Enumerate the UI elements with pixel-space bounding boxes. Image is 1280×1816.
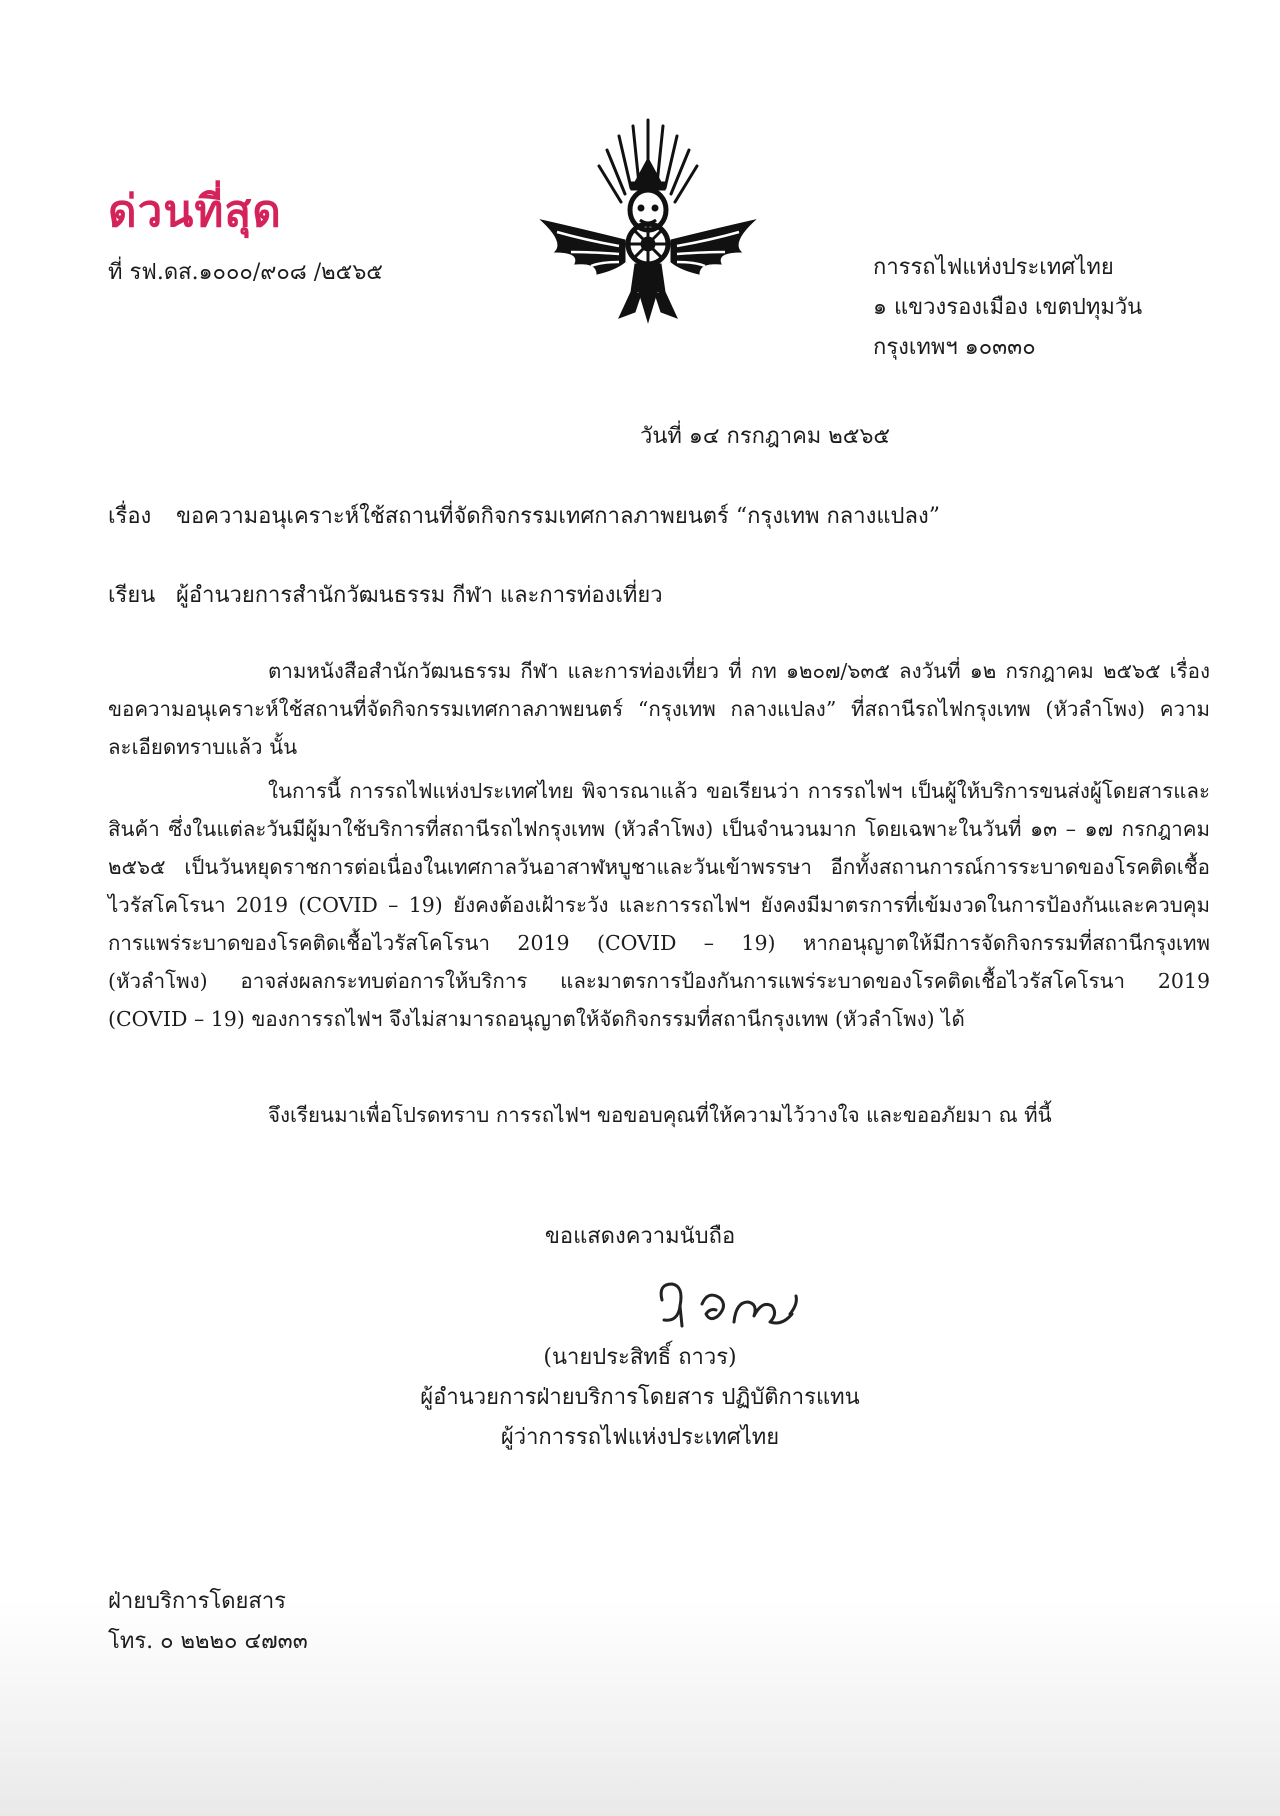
salutation-text: ผู้อำนวยการสำนักวัฒนธรรม กีฬา และการท่องเที่ยว bbox=[176, 583, 663, 608]
srt-garuda-emblem-icon bbox=[535, 112, 761, 324]
subject-text: ขอความอนุเคราะห์ใช้สถานที่จัดกิจกรรมเทศกาลภาพยนตร์ “กรุงเทพ กลางแปลง” bbox=[176, 504, 940, 529]
subject-line bbox=[108, 498, 940, 533]
signatory-name: (นายประสิทธิ์ ถาวร) bbox=[543, 1345, 737, 1370]
address-line: ๑ แขวงรองเมือง เขตปทุมวัน bbox=[873, 295, 1143, 320]
subject-label: เรื่อง bbox=[108, 504, 152, 529]
urgency-stamp: ด่วนที่สุด bbox=[108, 186, 282, 237]
sender-address bbox=[873, 248, 1142, 368]
address-line: กรุงเทพฯ ๑๐๓๓๐ bbox=[873, 335, 1036, 360]
letter-date: วันที่ ๑๔ กรกฎาคม ๒๕๖๕ bbox=[640, 424, 891, 449]
body-paragraph-1: ตามหนังสือสำนักวัฒนธรรม กีฬา และการท่องเที่ยว ที่ กท ๑๒๐๗/๖๓๕ ลงวันที่ ๑๒ กรกฎาคม ๒๕๖๕ เรื่อง ขอความอนุเคราะห์ใช้สถานที่จัดกิจกรรมเทศกาลภาพยนตร์ “กรุงเทพ กลางแปลง” ที่สถานีรถไฟกรุงเทพ (หัวลำโพง) ความละเอียดทราบแล้ว นั้น bbox=[108, 659, 1210, 759]
contact-footer bbox=[108, 1582, 308, 1662]
closing-phrase: ขอแสดงความนับถือ bbox=[544, 1224, 736, 1249]
body-paragraph-3: จึงเรียนมาเพื่อโปรดทราบ การรถไฟฯ ขอขอบคุณที่ให้ความไว้วางใจ และขออภัยมา ณ ที่นี้ bbox=[268, 1103, 1052, 1127]
reference-number: ที่ รฟ.ดส.๑๐๐๐/๙๐๘ /๒๕๖๕ bbox=[108, 260, 383, 285]
salutation-label: เรียน bbox=[108, 583, 156, 608]
signatory-position: ผู้อำนวยการฝ่ายบริการโดยสาร ปฏิบัติการแทน bbox=[420, 1385, 860, 1410]
signatory-position: ผู้ว่าการรถไฟแห่งประเทศไทย bbox=[500, 1425, 780, 1450]
department-name: ฝ่ายบริการโดยสาร bbox=[108, 1589, 286, 1614]
body-paragraph-2: ในการนี้ การรถไฟแห่งประเทศไทย พิจารณาแล้ว ขอเรียนว่า การรถไฟฯ เป็นผู้ให้บริการขนส่งผู้โดยสารและสินค้า ซึ่งในแต่ละวันมีผู้มาใช้บริการที่สถานีรถไฟกรุงเทพ (หัวลำโพง) เป็นจำนวนมาก โดยเฉพาะในวันที่ ๑๓ – ๑๗ กรกฎาคม ๒๕๖๕ เป็นวันหยุดราชการต่อเนื่องในเทศกาลวันอาสาฬหบูชาและวันเข้าพรรษา อีกทั้งสถานการณ์การระบาดของโรคติดเชื้อไวรัสโคโรนา 2019 (COVID – 19) ยังคงต้องเฝ้าระวัง และการรถไฟฯ ยังคงมีมาตรการที่เข้มงวดในการป้องกันและควบคุมการแพร่ระบาดของโรคติดเชื้อไวรัสโคโรนา 2019 (COVID – 19) หากอนุญาตให้มีการจัดกิจกรรมที่สถานีกรุงเทพ (หัวลำโพง) อาจส่งผลกระทบต่อการให้บริการ และมาตรการป้องกันการแพร่ระบาดของโรคติดเชื้อไวรัสโคโรนา 2019 (COVID – 19) ของการรถไฟฯ จึงไม่สามารถอนุญาตให้จัดกิจกรรมที่สถานีกรุงเทพ (หัวลำโพง) ได้ bbox=[108, 779, 1210, 1031]
address-line: การรถไฟแห่งประเทศไทย bbox=[873, 255, 1114, 280]
phone-number: โทร. ๐ ๒๒๒๐ ๔๗๓๓ bbox=[108, 1629, 308, 1654]
signatory-block bbox=[0, 1338, 1280, 1458]
handwritten-signature bbox=[650, 1270, 810, 1340]
salutation-line bbox=[108, 577, 663, 612]
